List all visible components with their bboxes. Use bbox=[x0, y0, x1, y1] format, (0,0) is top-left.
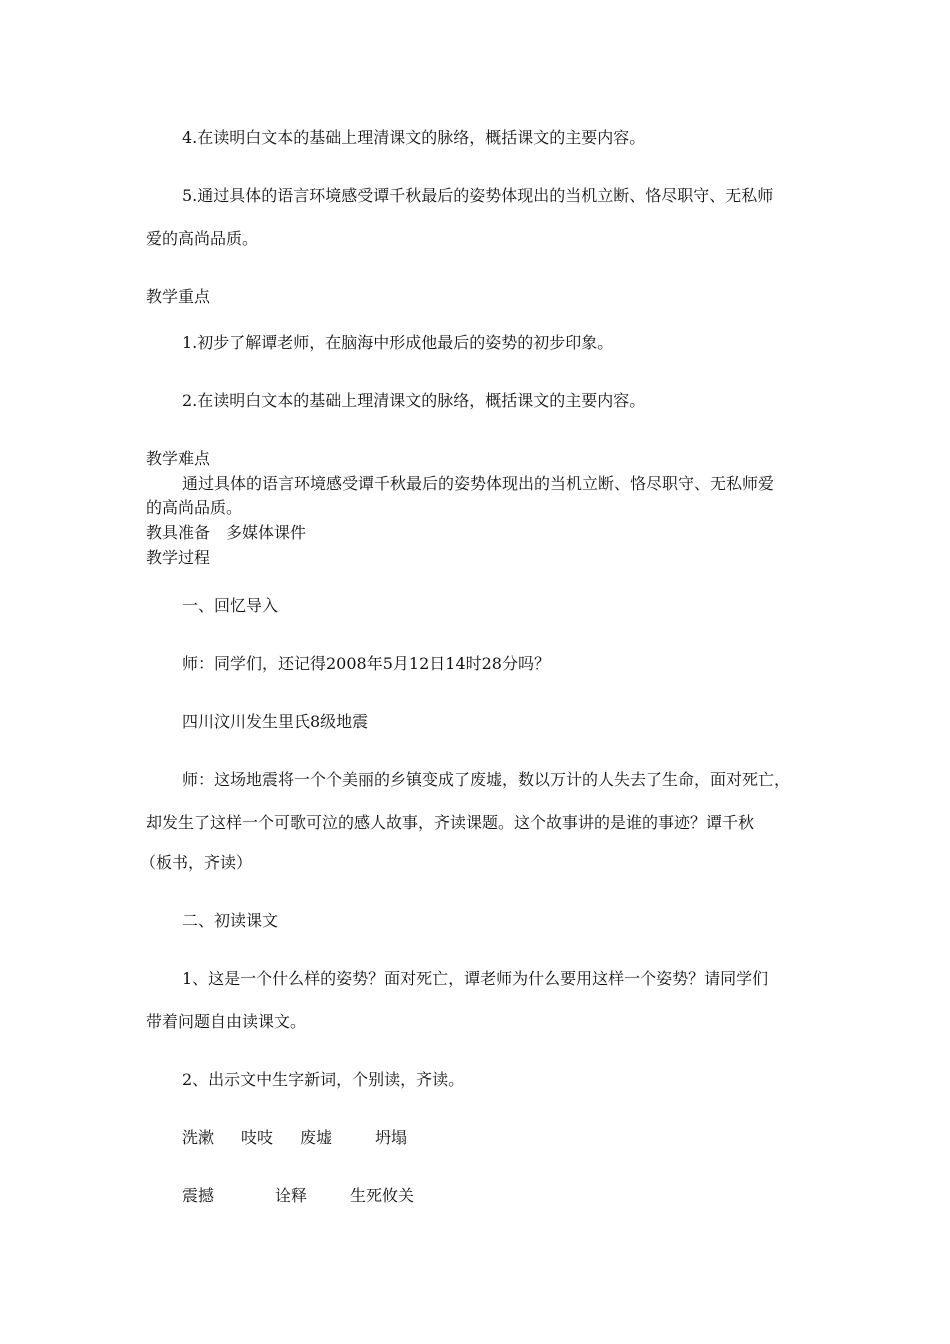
difficulties-line2: 的高尚品质。 bbox=[146, 498, 243, 517]
section-1-paragraph-3-line2: 却发生了这样一个可歌可泣的感人故事，齐读课题。这个故事讲的是谁的事迹？谭千秋 bbox=[146, 813, 755, 832]
key-point-item-1: 1.初步了解谭老师，在脑海中形成他最后的姿势的初步印象。 bbox=[182, 333, 614, 352]
materials-line: 教具准备 多媒体课件 bbox=[146, 523, 307, 542]
vocab-word: 震撼 bbox=[182, 1186, 215, 1205]
key-point-item-2: 2.在读明白文本的基础上理清课文的脉络，概括课文的主要内容。 bbox=[182, 391, 646, 410]
objective-item-5-line2: 爱的高尚品质。 bbox=[146, 229, 259, 248]
vocab-word: 坍塌 bbox=[375, 1128, 408, 1147]
difficulties-line1: 通过具体的语言环境感受谭千秋最后的姿势体现出的当机立断、恪尽职守、无私师爱 bbox=[182, 474, 775, 493]
section-2-question-1-line2: 带着问题自由读课文。 bbox=[146, 1012, 307, 1031]
section-2-question-1-line1: 1、这是一个什么样的姿势？面对死亡，谭老师为什么要用这样一个姿势？请同学们 bbox=[182, 969, 769, 988]
section-1-paragraph-1: 师：同学们，还记得2008年5月12日14时28分吗？ bbox=[182, 654, 550, 673]
objective-item-5-line1: 5.通过具体的语言环境感受谭千秋最后的姿势体现出的当机立断、恪尽职守、无私师 bbox=[182, 186, 774, 205]
key-points-heading: 教学重点 bbox=[146, 287, 211, 306]
section-2-title: 二、初读课文 bbox=[182, 911, 279, 930]
section-1-title: 一、回忆导入 bbox=[182, 596, 279, 615]
objective-item-4: 4.在读明白文本的基础上理清课文的脉络，概括课文的主要内容。 bbox=[182, 128, 646, 147]
section-1-paragraph-3-line3: （板书，齐读） bbox=[140, 853, 253, 872]
vocab-word: 生死攸关 bbox=[350, 1186, 415, 1205]
vocab-word: 洗漱 bbox=[182, 1128, 215, 1147]
difficulties-heading: 教学难点 bbox=[146, 449, 211, 468]
section-1-paragraph-2: 四川汶川发生里氏8级地震 bbox=[182, 712, 369, 731]
vocab-word: 诠释 bbox=[275, 1186, 308, 1205]
vocab-word: 吱吱 bbox=[241, 1128, 274, 1147]
process-heading: 教学过程 bbox=[146, 548, 211, 567]
section-2-question-2: 2、出示文中生字新词，个别读，齐读。 bbox=[182, 1070, 465, 1089]
section-1-paragraph-3-line1: 师：这场地震将一个个美丽的乡镇变成了废墟，数以万计的人失去了生命，面对死亡， bbox=[182, 770, 791, 789]
vocab-word: 废墟 bbox=[300, 1128, 333, 1147]
